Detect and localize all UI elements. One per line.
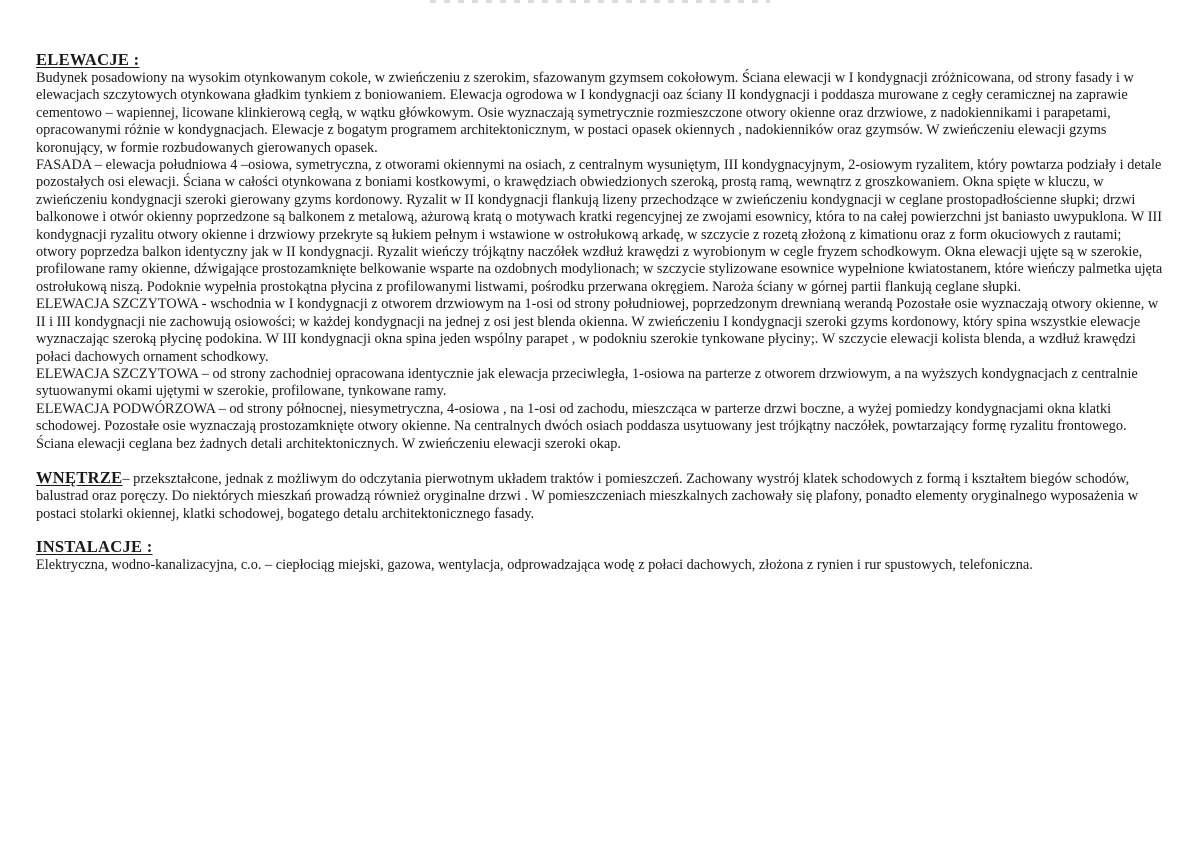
- document-page: [36, 50, 1164, 575]
- scan-artifact: [430, 0, 770, 3]
- section-instalacje: [36, 537, 1164, 574]
- heading-instalacje: INSTALACJE :: [36, 537, 153, 557]
- paragraph-fasada: FASADA – elewacja południowa 4 –osiowa, symetryczna, z otworami okiennymi na osiach, z centralnym wysuniętym, III kondygnacyjnym, 2-osiowym ryzalitem, który powtarza podziały i detale pozostałych osi elewacji. Ściana w całości otynkowana z boniami kostkowymi, o krawędziach obwiedzionych szeroką, prostą ramą, wewnątrz z groszkowaniem. Okna spięte w kluczu, w zwieńczeniu kondygnacji szeroki gierowany gzyms kordonowy. Ryzalit w II kondygnacji flankują lizeny przechodzące w zwieńczeniu kondygnacji w ceglane prostopadłościenne słupki; drzwi balkonowe i otwór okienny poprzedzone są balkonem z metalową, ażurową kratą o motywach kratki regencyjnej ze zwojami esownicy, która to na całej powierzchni jst baniasto uwypuklona. W III kondygnacji ryzalitu otwory okienne i drzwiowy przekryte są łukiem pełnym i wstawione w ostrołukową arkadę, w szczycie z rozetą złożoną z kimationu oraz z form okuciowych z rautami; otwory poprzedza balkon identyczny jak w II kondygnacji. Ryzalit wieńczy trójkątny naczółek wzdłuż krawędzi z wyrobionym w cegle fryzem schodkowym. Okna elewacji ujęte są w szerokie, profilowane ramy okienne, dźwigające prostozamknięte belkowanie wsparte na ozdobnych modylionach; w szczycie stylizowane esownice wypełnione kwiatostanem, które wieńczy palmetka ujęta ostrołukową niszą. Podoknie wypełnia prostokątna płycina z profilowanymi listwami, pośrodku przerwana okręgiem. Naroża ściany w górnej partii flankują ceglane słupki.: [36, 157, 1163, 295]
- paragraph-intro: Budynek posadowiony na wysokim otynkowanym cokole, w zwieńczeniu z szerokim, sfazowanym gzymsem cokołowym. Ściana elewacji w I kondygnacji zróżnicowana, od strony fasady i w elewacjach szczytowych otynkowana gładkim tynkiem z boniowaniem. Elewacja ogrodowa w I kondygnacji oaz ściany II kondygnacji i poddasza murowane z cegły ceramicznej na zaprawie cementowo – wapiennej, licowane klinkierową cegłą, w wątku główkowym. Osie wyznaczają symetrycznie rozmieszczone otwory okienne oraz drzwiowe, z nadokiennikami i parapetami, opracowanymi różnie w kondygnacjach. Elewacje z bogatym programem architektonicznym, w postaci opasek okiennych , nadokienników oraz gzymsów. W zwieńczeniu elewacji gzyms koronujący, w formie rozbudowanych gierowanych opasek.: [36, 70, 1134, 156]
- paragraph-elewacja-szczytowa-zachodnia: ELEWACJA SZCZYTOWA – od strony zachodniej opracowana identycznie jak elewacja przeciwległa, 1-osiowa na parterze z otworem drzwiowym, a na wyższych kondygnacjach z centralnie sytuowanymi okami ujętymi w szerokie, profilowane, tynkowane ramy.: [36, 365, 1138, 400]
- paragraph-instalacje: Elektryczna, wodno-kanalizacyjna, c.o. – ciepłociąg miejski, gazowa, wentylacja, odprowadzająca wodę z połaci dachowych, złożona z rynien i rur spustowych, telefoniczna.: [36, 557, 1033, 574]
- paragraph-elewacja-szczytowa-wschodnia: ELEWACJA SZCZYTOWA - wschodnia w I kondygnacji z otworem drzwiowym na 1-osi od strony południowej, poprzedzonym drewnianą werandą Pozostałe osie wyznaczają otwory okienne, w II i III kondygnacji nie zachowują osiowości; w każdej kondygnacji na jednej z osi jest blenda okienna. W zwieńczeniu I kondygnacji szeroki gzyms kordonowy, który spina wszystkie elewacje wyznaczając szeroką płycinę podokina. W III kondygnacji okna spina jeden wspólny parapet , w podokniu szerokie tynkowane płyciny;. W szczycie elewacji kolista blenda, a wzdłuż krawędzi połaci dachowych ornament schodkowy.: [36, 296, 1159, 365]
- wnetrze-text: – przekształcone, jednak z możliwym do odczytania pierwotnym układem traktów i pomieszczeń. Zachowany wystrój klatek schodowych z formą i kształtem biegów schodów, balustrad oraz poręczy. Do niektórych mieszkań prowadzą również oryginalne drzwi . W pomieszczeniach mieszkalnych zachowały się plafony, ponadto elementy oryginalnego wyposażenia w postaci stolarki okiennej, klatki schodowej, bogatego detalu architektonicznego fasady.: [36, 470, 1139, 522]
- section-elewacje: [36, 50, 1164, 453]
- paragraph-elewacja-podworzowa: ELEWACJA PODWÓRZOWA – od strony północnej, niesymetryczna, 4-osiowa , na 1-osi od zachodu, mieszcząca w parterze drzwi boczne, a wyżej pomiedzy kondygnacjami okna klatki schodowej. Pozostałe osie wyznaczają prostozamknięte otwory okienne. Na centralnych dwóch osiach poddasza usytuowany jest trójkątny naczółek, powtarzający formę ryzalitu frontowego. Ściana elewacji ceglana bez żadnych detali architektonicznych. W zwieńczeniu elewacji szeroki okap.: [36, 400, 1127, 452]
- paragraph-wnetrze: [36, 469, 1164, 523]
- heading-elewacje: ELEWACJE :: [36, 50, 140, 69]
- heading-wnetrze: WNĘTRZE: [36, 467, 123, 487]
- section-wnetrze: [36, 469, 1164, 523]
